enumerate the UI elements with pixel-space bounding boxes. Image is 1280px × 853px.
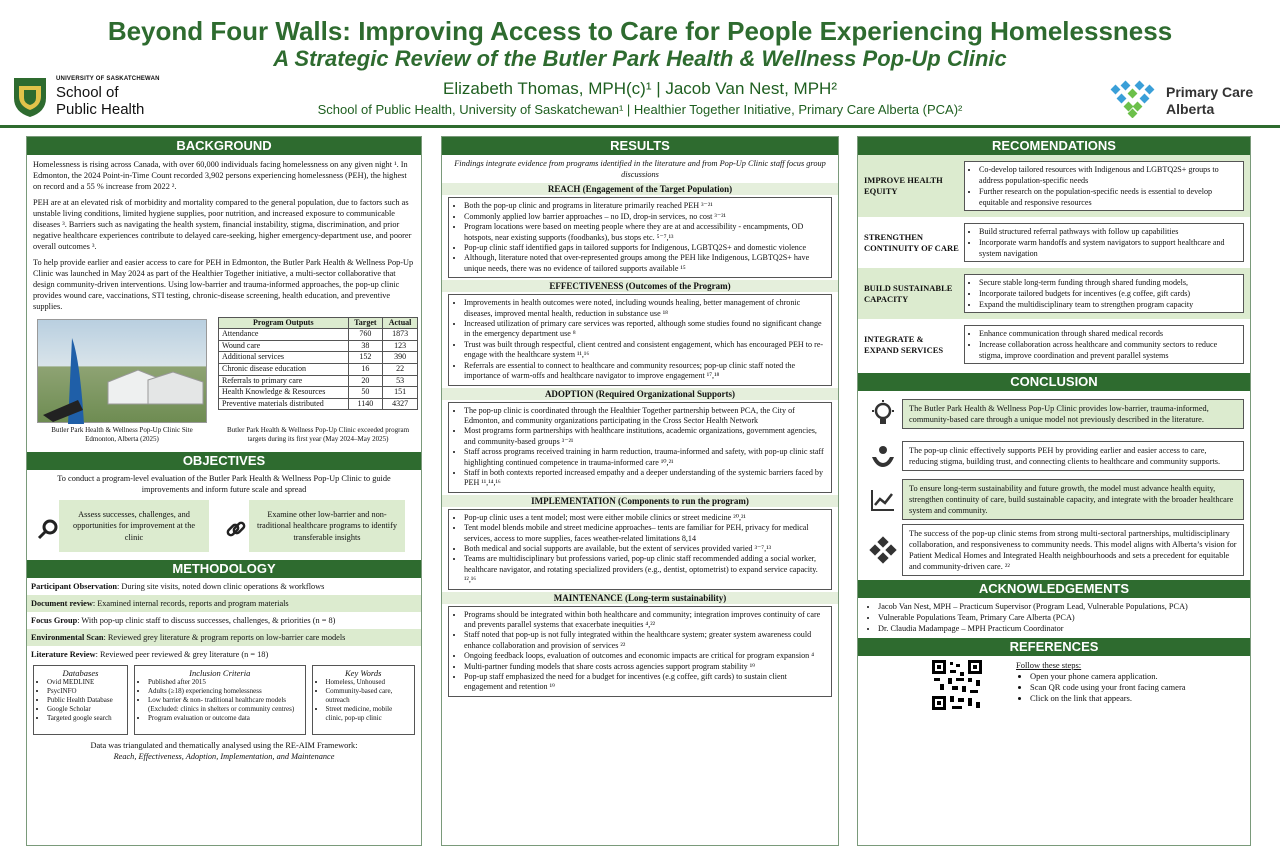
table-cell: 1140 xyxy=(348,398,383,410)
conclusion-row xyxy=(864,395,1244,433)
objectives-boxes xyxy=(27,498,421,560)
rec-item: • Incorporate warm handoffs and system navigators to support healthcare and system navigation xyxy=(979,237,1239,259)
recommendations-section xyxy=(858,155,1250,217)
puzzle-icon xyxy=(864,531,902,569)
magnifier-icon xyxy=(37,518,55,536)
methodology-heading: METHODOLOGY xyxy=(27,560,421,578)
table-cell: 22 xyxy=(383,364,418,376)
poster-header xyxy=(0,0,1280,128)
list-item: • Pop-up clinic uses a tent model; most were either mobile clinics or street medicine ²⁰,²¹ xyxy=(464,513,826,523)
database-item: • Ovid MEDLINE xyxy=(47,678,123,687)
inclusion-item: • Adults (≥18) experiencing homelessness xyxy=(148,687,301,696)
table-cell: Attendance xyxy=(219,329,349,341)
list-item: • Commonly applied low barrier approaches – no ID, drop-in services, no cost ³⁻²¹ xyxy=(464,212,826,222)
maintenance-title: MAINTENANCE (Long-term sustainability) xyxy=(442,592,838,604)
objectives-heading: OBJECTIVES xyxy=(27,452,421,470)
clinic-site-photo xyxy=(37,319,207,423)
right-column xyxy=(857,136,1251,846)
pca-logo-line1: Primary Care xyxy=(1166,84,1254,100)
keywords-title: Key Words xyxy=(345,668,382,679)
table-cell: Chronic disease education xyxy=(219,364,349,376)
list-item: • Both medical and social supports are available, but the extent of services provided varied ³⁻⁷,¹³ xyxy=(464,544,826,554)
method-text: : Examined internal records, reports and program materials xyxy=(92,599,289,609)
rec-label: IMPROVE HEALTH EQUITY xyxy=(864,175,943,196)
table-cell: 390 xyxy=(383,352,418,364)
rec-item: • Build structured referral pathways with follow up capabilities xyxy=(979,226,1239,237)
adoption-box xyxy=(448,402,832,493)
table-cell: 16 xyxy=(348,364,383,376)
acknowledgements-heading: ACKNOWLEDGEMENTS xyxy=(858,580,1250,598)
databases-box xyxy=(33,665,128,735)
usask-logo-line1: School of xyxy=(56,84,119,101)
database-item: • PsycINFO xyxy=(47,687,123,696)
inclusion-title: Inclusion Criteria xyxy=(189,668,251,679)
rec-item: • Incorporate tailored budgets for incentives (e.g coffee, gift cards) xyxy=(979,288,1239,299)
table-cell: 152 xyxy=(348,352,383,364)
maintenance-box xyxy=(448,606,832,697)
table-header-row xyxy=(219,317,418,329)
table-cell: 123 xyxy=(383,340,418,352)
rec-row xyxy=(864,161,1244,211)
list-item: • Staff in both contexts reported increased empathy and a deeper understanding of the systemic barriers faced by PEH ¹¹,¹⁴,¹⁶ xyxy=(464,468,826,489)
table-cell: 50 xyxy=(348,387,383,399)
list-item: • Program locations were based on meeting people where they are at and accessibility - encampments, OD hotspots, near existing supports (foodbanks), bus stops etc. ⁵⁻⁷,¹³ xyxy=(464,222,826,243)
background-p2: PEH are at an elevated risk of morbidity and mortality compared to the general population, due to factors such as unstable living conditions, limited hygiene supplies, poor nutrition, and increased exposure to communicable diseases ³. Barriers such as navigating the health system, financial instability, stigma, discrimination, and prior negative healthcare experiences contribute to delayed care-seeking, higher emergency-department use, and poorer overall outcomes ³. xyxy=(33,197,412,252)
list-item: • Improvements in health outcomes were noted, including wounds healing, better management of chronic diseases, improved mental health, reduction in substance use ¹⁸ xyxy=(464,298,826,319)
list-item: • Trust was built through respectful, client centred and consistent engagement, which has encouraged PEH to re-engage with the healthcare system ¹¹,¹⁶ xyxy=(464,340,826,361)
program-outputs-table xyxy=(218,317,418,411)
rec-box xyxy=(964,325,1244,364)
effectiveness-box xyxy=(448,294,832,385)
background-section xyxy=(27,155,421,313)
list-item: • Teams are multidisciplinary but professions varied, pop-up clinic staff recommended adding a social worker, healthcare navigator, and rotating specialized providers (e.g., dentist, optometrist) to expand service capacity. ¹²,¹⁶ xyxy=(464,554,826,585)
rec-item: • Enhance communication through shared medical records xyxy=(979,328,1239,339)
table-header-cell: Program Outputs xyxy=(219,317,349,329)
table-cell: 53 xyxy=(383,375,418,387)
link-icon xyxy=(225,518,247,540)
step-item: • Scan QR code using your front facing camera xyxy=(1030,682,1186,693)
results-intro: Findings integrate evidence from programs identified in the literature and from Pop-Up Clinic staff focus group discussions xyxy=(454,159,826,180)
list-item: • Multi-partner funding models that share costs across agencies support program stability ¹⁹ xyxy=(464,662,826,672)
acknowledgement-item: • Jacob Van Nest, MPH – Practicum Supervisor (Program Lead, Vulnerable Populations, PCA) xyxy=(878,601,1244,612)
method-text: : With pop-up clinic staff to discuss successes, challenges, & priorities (n = 8) xyxy=(77,616,336,626)
adoption-title: ADOPTION (Required Organizational Supports) xyxy=(442,388,838,400)
method-label: Participant Observation xyxy=(31,582,117,592)
conclusion-section xyxy=(858,395,1250,576)
table-cell: Health Knowledge & Resources xyxy=(219,387,349,399)
background-p1: Homelessness is rising across Canada, with over 60,000 individuals facing homelessness on any given night ¹. In Edmonton, the 2024 Point-in-Time Count recorded 3,902 persons experiencing homelessness (PEH), the highest on record and a 55 % increase from 2022 ². xyxy=(33,160,408,192)
conclusion-row xyxy=(864,524,1244,576)
poster-affiliations: School of Public Health, University of Saskatchewan¹ | Healthier Together Initiative, Primary Care Alberta (PCA)² xyxy=(317,102,963,117)
method-label: Environmental Scan xyxy=(31,633,104,643)
rec-label: INTEGRATE & EXPAND SERVICES xyxy=(864,333,944,355)
poster-authors: Elizabeth Thomas, MPH(c)¹ | Jacob Van Nest, MPH² xyxy=(443,79,837,98)
pca-logo xyxy=(1108,78,1268,122)
table-cell: 760 xyxy=(348,329,383,341)
references-section xyxy=(858,656,1250,714)
conclusion-heading: CONCLUSION xyxy=(858,373,1250,391)
list-item: • Pop-up clinic staff identified gaps in tailored supports for Indigenous, LGBTQ2S+ and domestic violence xyxy=(464,243,826,253)
implementation-title: IMPLEMENTATION (Components to run the program) xyxy=(442,495,838,507)
method-row xyxy=(27,595,421,612)
heart-pixel-icon xyxy=(1108,78,1158,118)
method-label: Literature Review xyxy=(31,650,96,660)
acknowledgements-list xyxy=(858,598,1250,638)
keyword-item: • Homeless, Unhoused xyxy=(326,678,411,687)
table-cell: Wound care xyxy=(219,340,349,352)
methodology-footer-line1: Data was triangulated and thematically analysed using the RE-AIM Framework: xyxy=(90,741,358,751)
references-heading: REFERENCES xyxy=(858,638,1250,656)
table-row xyxy=(219,329,418,341)
reach-title: REACH (Engagement of the Target Population) xyxy=(442,183,838,195)
rec-item: • Secure stable long-term funding through shared funding models, xyxy=(979,277,1239,288)
method-row xyxy=(27,578,421,595)
inclusion-box xyxy=(134,665,306,735)
method-row xyxy=(27,646,421,663)
table-row xyxy=(219,387,418,399)
table-row xyxy=(219,364,418,376)
pca-logo-line2: Alberta xyxy=(1166,101,1215,117)
tent-photo-icon xyxy=(38,320,208,424)
methodology-footer-line2: Reach, Effectiveness, Adoption, Implementation, and Maintenance xyxy=(113,752,335,762)
left-column xyxy=(26,136,422,846)
rec-label: STRENGTHEN CONTINUITY OF CARE xyxy=(864,231,959,253)
table-cell: 151 xyxy=(383,387,418,399)
table-caption: Butler Park Health & Wellness Pop-Up Clinic exceeded program targets during its first year (May 2024–May 2025) xyxy=(226,425,410,443)
rec-item: • Increase collaboration across healthcare and community sectors to reduce stigma, improve coordination and prevent parallel systems xyxy=(979,339,1239,361)
rec-row xyxy=(864,325,1244,364)
usask-logo-top: UNIVERSITY OF SASKATCHEWAN xyxy=(56,76,160,82)
table-cell: Additional services xyxy=(219,352,349,364)
references-steps xyxy=(1016,660,1186,704)
step-item: • Click on the link that appears. xyxy=(1030,693,1186,704)
list-item: • Both the pop-up clinic and programs in literature primarily reached PEH ³⁻²¹ xyxy=(464,201,826,211)
table-row xyxy=(219,398,418,410)
list-item: • Staff noted that pop-up is not fully integrated within the healthcare system; greater system awareness could enhance collaboration and provision of services ²² xyxy=(464,630,826,651)
methodology-rows xyxy=(27,578,421,663)
list-item: • Most programs form partnerships with healthcare institutions, academic organizations, government agencies, and community-based groups ³⁻²¹ xyxy=(464,426,826,447)
recommendations-section xyxy=(858,319,1250,370)
conclusion-text: The success of the pop-up clinic stems from strong multi-sectoral partnerships, multidisciplinary collaboration, and responsiveness to community needs. This model aligns with Alberta’s vision for Patient Medical Homes and Integrated Health neighbourhoods and sets a precedent for equitable and community-driven care. ²² xyxy=(902,524,1244,576)
table-cell: Preventive materials distributed xyxy=(219,398,349,410)
implementation-box xyxy=(448,509,832,590)
objective-2: Examine other low-barrier and non-traditional healthcare programs to identify transferable insights xyxy=(249,500,405,552)
keyword-item: • Street medicine, mobile clinic, pop-up clinic xyxy=(326,705,411,723)
database-item: • Targeted google search xyxy=(47,714,123,723)
list-item: • Increased utilization of primary care services was reported, although some studies found no significant change in the emergency department use ⁸ xyxy=(464,319,826,340)
effectiveness-title: EFFECTIVENESS (Outcomes of the Program) xyxy=(442,280,838,292)
objectives-intro: To conduct a program-level evaluation of the Butler Park Health & Wellness Pop-Up Clinic to guide improvements and inform future scale and spread xyxy=(57,473,391,494)
database-item: • Google Scholar xyxy=(47,705,123,714)
conclusion-text: The Butler Park Health & Wellness Pop-Up Clinic provides low-barrier, trauma-informed, community-based care through a unique model not previously described in the literature. xyxy=(902,399,1244,429)
acknowledgement-item: • Vulnerable Populations Team, Primary Care Alberta (PCA) xyxy=(878,612,1244,623)
helping-hands-icon xyxy=(864,437,902,475)
method-text: : During site visits, noted down clinic operations & workflows xyxy=(116,582,325,592)
list-item: • Pop-up staff emphasized the need for a budget for incentives (e.g coffee, gift cards) to sustain client engagement and retention ¹⁹ xyxy=(464,672,826,693)
inclusion-item: • Program evaluation or outcome data xyxy=(148,714,301,723)
method-label: Document review xyxy=(31,599,93,609)
rec-label: BUILD SUSTAINABLE CAPACITY xyxy=(864,282,953,304)
conclusion-text: To ensure long-term sustainability and future growth, the model must advance health equity, strengthen continuity of care, build sustainable capacity, and integrate with the broader healthcare system and community. xyxy=(902,479,1244,520)
table-header-cell: Actual xyxy=(383,317,418,329)
list-item: • Tent model blends mobile and street medicine approaches– tents are familiar for PEH, privacy for medical services, access to more supplies, faces weather-related limitations 8,14 xyxy=(464,523,826,544)
middle-column xyxy=(441,136,839,846)
results-heading: RESULTS xyxy=(442,137,838,155)
table-row xyxy=(219,340,418,352)
list-item: • Although, literature noted that over-represented groups among the PEH like Indigenous, LGBTQ2S+ have unique needs, there was no evidence of tailored supports available ¹⁵ xyxy=(464,253,826,274)
conclusion-row xyxy=(864,437,1244,475)
poster-subtitle: A Strategic Review of the Butler Park Health & Wellness Pop-Up Clinic xyxy=(273,46,1007,71)
inclusion-item: • Low barrier & non- traditional healthcare models (Excluded: clinics in shelters or community centres) xyxy=(148,696,301,714)
conclusion-text: The pop-up clinic effectively supports PEH by providing earlier and easier access to care, reducing stigma, building trust, and connecting clients to healthcare and community supports. xyxy=(902,441,1244,471)
lightbulb-icon xyxy=(864,395,902,433)
recommendations-section xyxy=(858,217,1250,268)
rec-box xyxy=(964,274,1244,313)
objective-1: Assess successes, challenges, and opportunities for improvement at the clinic xyxy=(59,500,209,552)
list-item: • Programs should be integrated within both healthcare and community; integration improves continuity of care and prevents parallel systems that exacerbate inequities ⁴,²² xyxy=(464,610,826,631)
databases-title: Databases xyxy=(62,668,99,679)
rec-row xyxy=(864,223,1244,262)
inclusion-item: • Published after 2015 xyxy=(148,678,301,687)
rec-box xyxy=(964,223,1244,262)
table-row xyxy=(219,375,418,387)
background-p3: To help provide earlier and easier access to care for PEH in Edmonton, the Butler Park Health & Wellness Pop-Up Clinic was launched in May 2024 as part of the Healthier Together initiative, a multi-sector collaborative that design community-driven interventions. Using low-barrier and trauma-informed approaches, the pop-up clinic provides wound care, vaccinations, STI testing, chronic-disease screening, health education, and preventive supplies. xyxy=(33,257,414,312)
table-cell: Referrals to primary care xyxy=(219,375,349,387)
recommendations-section xyxy=(858,268,1250,319)
rec-item: • Co-develop tailored resources with Indigenous and LGBTQ2S+ groups to address population-specific needs xyxy=(979,164,1239,186)
method-text: : Reviewed peer reviewed & grey literature (n = 18) xyxy=(95,650,269,660)
steps-title: Follow these steps: xyxy=(1016,659,1082,670)
rec-row xyxy=(864,274,1244,313)
keyword-item: • Community-based care, outreach xyxy=(326,687,411,705)
list-item: • Referrals are essential to connect to healthcare and community resources; pop-up clinic staff noted the importance of warm-offs and healthcare navigator to improve engagement ¹⁷,¹⁸ xyxy=(464,361,826,382)
recommendations-heading: RECOMENDATIONS xyxy=(858,137,1250,155)
conclusion-row xyxy=(864,479,1244,520)
growth-chart-icon xyxy=(864,481,902,519)
acknowledgement-item: • Dr. Claudia Madampage – MPH Practicum Coordinator xyxy=(878,623,1244,634)
table-cell: 38 xyxy=(348,340,383,352)
method-label: Focus Group xyxy=(31,616,78,626)
table-row xyxy=(219,352,418,364)
qr-code-icon[interactable] xyxy=(932,660,982,710)
rec-item: • Further research on the population-specific needs is essential to develop equitable and responsive resources xyxy=(979,186,1239,208)
database-item: • Public Health Database xyxy=(47,696,123,705)
table-cell: 1873 xyxy=(383,329,418,341)
table-header-cell: Target xyxy=(348,317,383,329)
method-row xyxy=(27,629,421,646)
keywords-box xyxy=(312,665,416,735)
methodology-footer xyxy=(27,737,421,765)
photo-caption: Butler Park Health & Wellness Pop-Up Clinic Site Edmonton, Alberta (2025) xyxy=(51,425,193,443)
usask-logo-line2: Public Health xyxy=(56,101,145,118)
rec-item: • Expand the multidisciplinary team to strengthen program capacity xyxy=(979,299,1239,310)
list-item: • Ongoing feedback loops, evaluation of outcomes and economic impacts are critical for program expansion ⁴ xyxy=(464,651,826,661)
rec-box xyxy=(964,161,1244,211)
reach-box xyxy=(448,197,832,278)
list-item: • Staff across programs received training in harm reduction, trauma-informed and safety, with pop-up clinic staff highlighting continued competence in trauma-informed care ¹⁰,²¹ xyxy=(464,447,826,468)
background-heading: BACKGROUND xyxy=(27,137,421,155)
background-media xyxy=(33,317,415,452)
table-cell: 4327 xyxy=(383,398,418,410)
method-text: : Reviewed grey literature & program reports on low-barrier care models xyxy=(103,633,346,643)
table-cell: 20 xyxy=(348,375,383,387)
list-item: • The pop-up clinic is coordinated through the Healthier Together partnership between PCA, the City of Edmonton, and community organizations participating in the Cross Sector Health Network xyxy=(464,406,826,427)
step-item: • Open your phone camera application. xyxy=(1030,671,1186,682)
poster-title: Beyond Four Walls: Improving Access to Care for People Experiencing Homelessness xyxy=(107,16,1173,46)
method-row xyxy=(27,612,421,629)
literature-boxes xyxy=(33,665,415,735)
